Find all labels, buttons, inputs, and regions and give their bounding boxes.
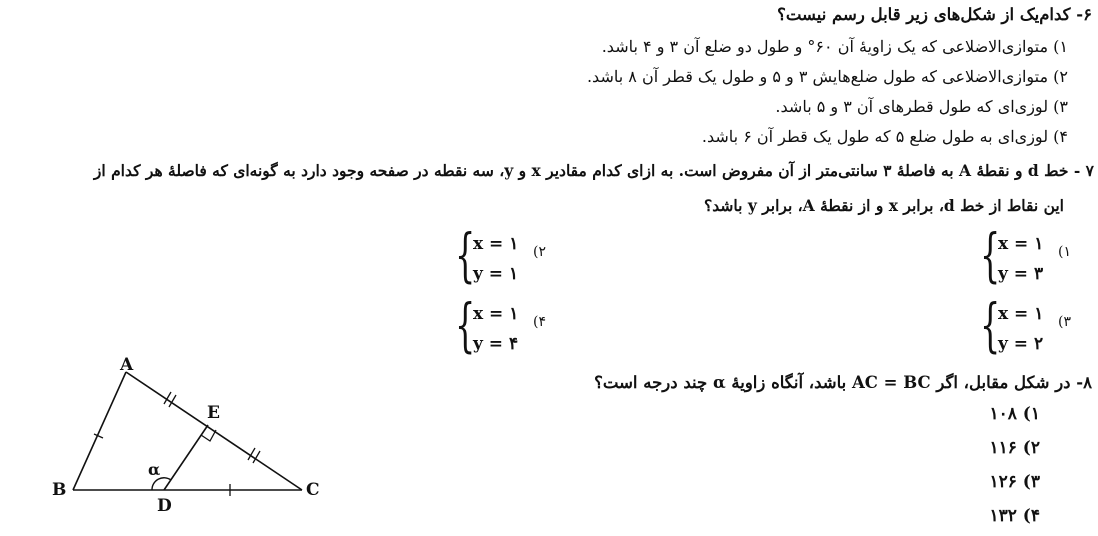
q8-option-4: ۱۳۲ (۴	[989, 506, 1040, 526]
q7-option-1	[980, 221, 1071, 292]
label-e: E	[207, 403, 220, 423]
q8-option-1: ۱۰۸ (۱	[989, 404, 1040, 424]
q8-option-3: ۱۲۶ (۳	[989, 472, 1040, 492]
q7-option-1-eq1: x = ۱	[998, 234, 1044, 254]
label-c: C	[306, 480, 320, 500]
q7-question-line2: این نقاط از خط d، برابر x و از نقطهٔ A، برابر y باشد؟	[704, 196, 1064, 215]
q7-option-4-number: ۴)	[533, 314, 546, 330]
q7-question-line1: ۷ - خط d و نقطهٔ A به فاصلهٔ ۳ سانتی‌متر از آن مفروض است. به ازای کدام مقادیر x و y، سه نقطه در صفحه وجود دارد به گونه‌ای که فاصلهٔ هر کدام از	[93, 161, 1094, 180]
q8-question: ۸- در شکل مقابل، اگر AC = BC باشد، آنگاه زاویهٔ α چند درجه است؟	[594, 373, 1092, 392]
q7-option-1-eq2: y = ۳	[998, 264, 1044, 284]
q8-option-2: ۱۱۶ (۲	[989, 438, 1040, 458]
q7-option-1-number: ۱)	[1058, 244, 1071, 260]
brace-icon: {	[980, 291, 1001, 359]
q7-option-3	[980, 291, 1071, 362]
label-a: A	[120, 355, 134, 375]
brace-icon: {	[455, 291, 476, 359]
q6-question: ۶- کدام‌یک از شکل‌های زیر قابل رسم نیست؟	[777, 5, 1092, 24]
label-b: B	[52, 480, 67, 500]
q6-option-4: ۴) لوزی‌ای به طول ضلع ۵ که طول یک قطر آن ۶ باشد.	[701, 127, 1068, 146]
q7-option-4	[455, 291, 546, 362]
q7-option-3-eq2: y = ۲	[998, 334, 1044, 354]
brace-icon: {	[980, 221, 1001, 289]
q7-option-2-number: ۲)	[533, 244, 546, 260]
q7-option-2-eq2: y = ۱	[473, 264, 519, 284]
q6-option-2: ۲) متوازی‌الاضلاعی که طول ضلع‌هایش ۳ و ۵ و طول یک قطر آن ۸ باشد.	[586, 67, 1068, 86]
q7-option-3-number: ۳)	[1058, 314, 1071, 330]
q7-option-4-eq1: x = ۱	[473, 304, 519, 324]
label-alpha: α	[148, 460, 161, 479]
q6-option-3: ۳) لوزی‌ای که طول قطرهای آن ۳ و ۵ باشد.	[775, 97, 1068, 116]
side-ab	[73, 372, 126, 490]
q6-option-1: ۱) متوازی‌الاضلاعی که یک زاویهٔ آن ۶۰° و طول دو ضلع آن ۳ و ۴ باشد.	[601, 37, 1068, 56]
q7-option-3-eq1: x = ۱	[998, 304, 1044, 324]
q7-option-2-eq1: x = ۱	[473, 234, 519, 254]
q7-option-2	[455, 221, 546, 292]
q7-option-4-eq2: y = ۴	[473, 334, 519, 354]
brace-icon: {	[455, 221, 476, 289]
label-d: D	[157, 496, 172, 516]
triangle-figure	[40, 350, 340, 530]
